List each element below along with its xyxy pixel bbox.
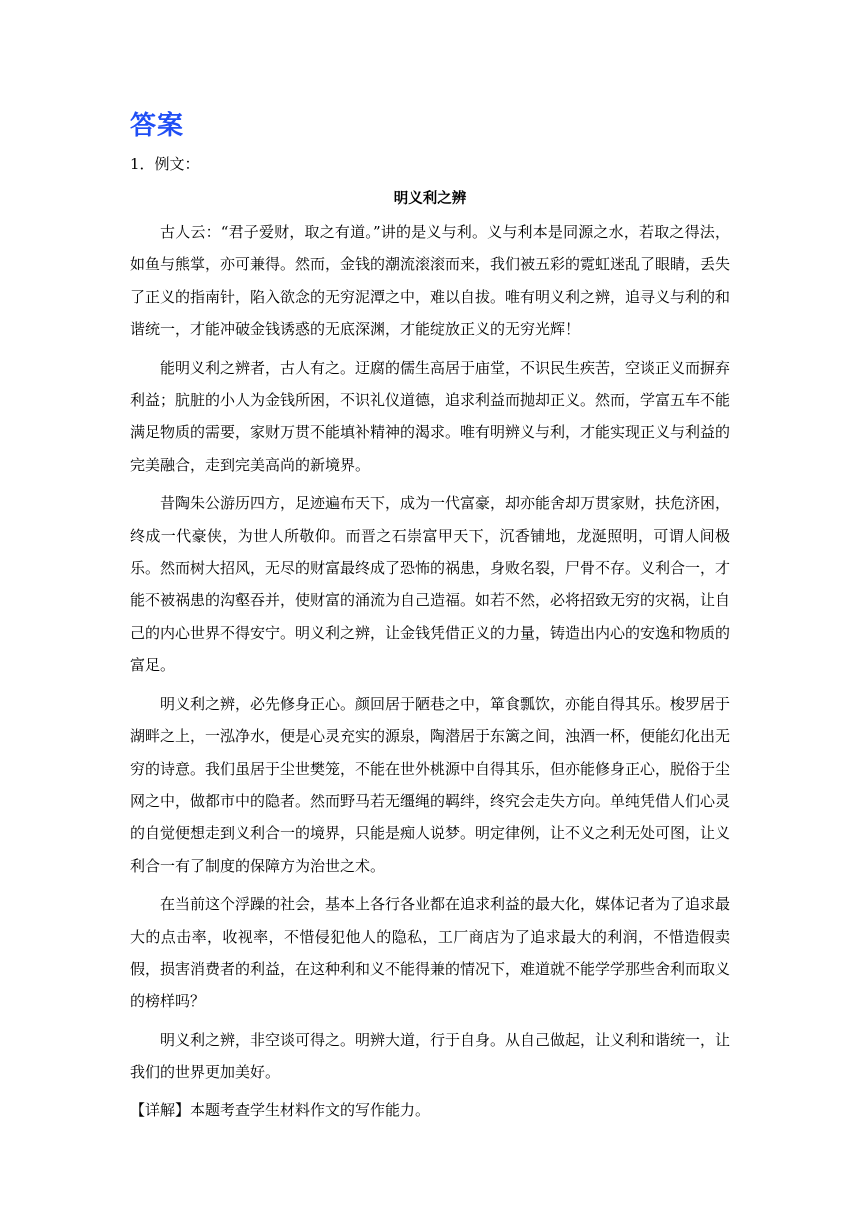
essay-paragraph-4: 明义利之辨，必先修身正心。颜回居于陋巷之中，箪食瓢饮，亦能自得其乐。梭罗居于湖畔之上，一泓净水，便是心灵充实的源泉，陶潜居于东篱之间，浊酒一杯，便能幻化出无穷的诗意。我们虽居于尘世樊笼，不能在世外桃源中自得其乐，但亦能修身正心，脱俗于尘网之中，做都市中的隐者。然而野马若无缰绳的羁绊，终究会走失方向。单纯凭借人们心灵的自觉便想走到义利合一的境界，只能是痴人说梦。明定律例，让不义之利无处可图，让义利合一有了制度的保障方为治世之术。 <box>130 694 731 875</box>
detail-explanation: 【详解】本题考查学生材料作文的写作能力。 <box>130 1100 431 1119</box>
essay-title: 明义利之辨 <box>393 191 467 207</box>
answer-heading: 答案 <box>130 111 185 141</box>
essay-paragraph-3: 昔陶朱公游历四方，足迹遍布天下，成为一代富豪，却亦能舍却万贯家财，扶危济困，终成一代豪侠，为世人所敬仰。而晋之石崇富甲天下，沉香铺地，龙涎照明，可谓人间极乐。然而树大招风，无尽的财富最终成了恐怖的祸患，身败名裂，尸骨不存。义利合一，才能不被祸患的沟壑吞并，使财富的涌流为自己造福。如若不然，必将招致无穷的灾祸，让自己的内心世界不得安宁。明义利之辨，让金钱凭借正义的力量，铸造出内心的安逸和物质的富足。 <box>130 494 731 675</box>
document-content <box>130 108 730 1125</box>
essay-paragraph-2: 能明义利之辨者，古人有之。迂腐的儒生高居于庙堂，不识民生疾苦，空谈正义而摒弃利益；肮脏的小人为金钱所困，不识礼仪道德，追求利益而抛却正义。然而，学富五车不能满足物质的需要，家财万贯不能填补精神的渴求。唯有明辨义与利，才能实现正义与利益的完美融合，走到完美高尚的新境界。 <box>130 358 731 474</box>
question-number-label: 1．例文： <box>130 155 200 173</box>
essay-paragraph-1: 古人云：“君子爱财，取之有道。”讲的是义与利。义与利本是同源之水，若取之得法，如鱼与熊掌，亦可兼得。然而，金钱的潮流滚滚而来，我们被五彩的霓虹迷乱了眼睛，丢失了正义的指南针，陷入欲念的无穷泥潭之中，难以自拔。唯有明义利之辨，追寻义与利的和谐统一，才能冲破金钱诱惑的无底深渊，才能绽放正义的无穷光辉！ <box>130 223 731 339</box>
essay-paragraph-6: 明义利之辨，非空谈可得之。明辨大道，行于自身。从自己做起，让义利和谐统一，让我们的世界更加美好。 <box>130 1030 731 1082</box>
essay-paragraph-5: 在当前这个浮躁的社会，基本上各行各业都在追求利益的最大化，媒体记者为了追求最大的点击率，收视率，不惜侵犯他人的隐私，工厂商店为了追求最大的利润，不惜造假卖假，损害消费者的利益，在这种利和义不能得兼的情况下，难道就不能学学那些舍利而取义的榜样吗？ <box>130 895 731 1011</box>
